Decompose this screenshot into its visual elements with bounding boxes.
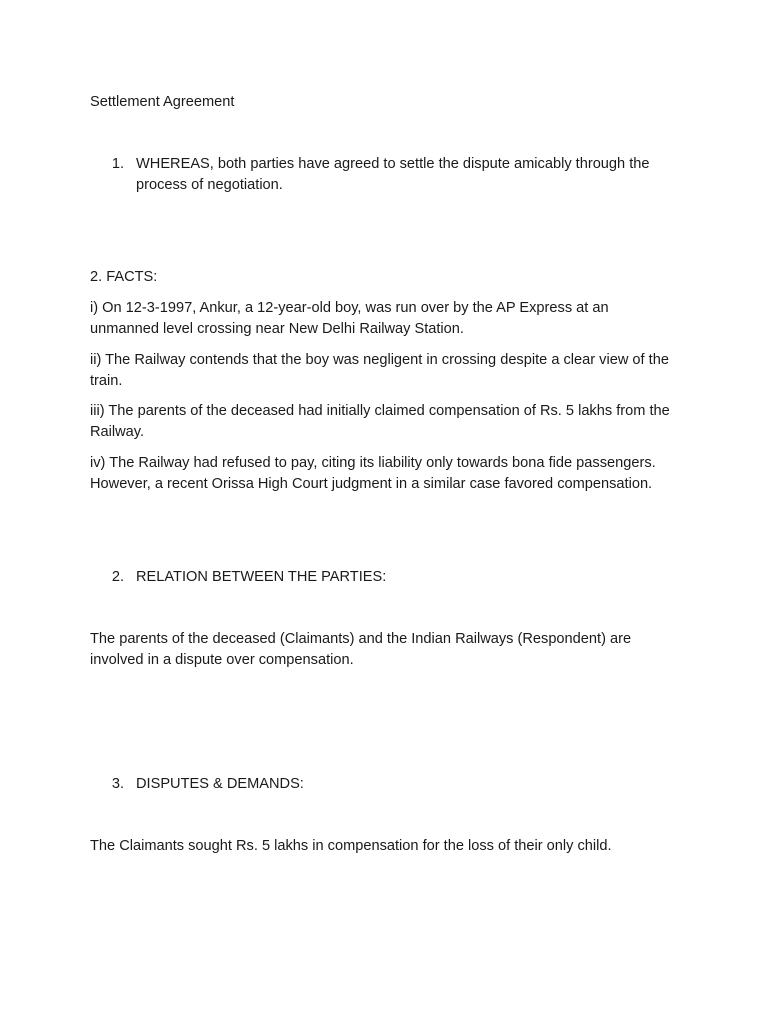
clause-number: 1.: [111, 156, 124, 172]
clause-whereas: [90, 154, 690, 195]
disputes-text: The Claimants sought Rs. 5 lakhs in compensation for the loss of their only child.: [90, 838, 612, 854]
section-heading: DISPUTES & DEMANDS:: [136, 776, 304, 792]
section-relation-heading: [90, 567, 690, 588]
fact-point-2: ii) The Railway contends that the boy was negligent in crossing despite a clear view of the train.: [90, 352, 669, 389]
facts-heading: 2. FACTS:: [90, 269, 158, 285]
section-number: 2.: [111, 569, 124, 585]
section-heading: RELATION BETWEEN THE PARTIES:: [136, 569, 387, 585]
clause-text: [124, 154, 690, 195]
fact-point-1: i) On 12-3-1997, Ankur, a 12-year-old boy, was run over by the AP Express at an unmanned level crossing near New Delhi Railway Station.: [90, 300, 609, 337]
fact-point-4: iv) The Railway had refused to pay, citing its liability only towards bona fide passengers. However, a recent Orissa High Court judgment in a similar case favored compensation.: [90, 455, 656, 492]
section-disputes-heading: [90, 774, 690, 795]
relation-text: The parents of the deceased (Claimants) and the Indian Railways (Respondent) are involved in a dispute over compensation.: [90, 631, 632, 668]
document-title: Settlement Agreement: [90, 94, 235, 110]
section-number: 3.: [111, 776, 124, 792]
fact-point-3: iii) The parents of the deceased had initially claimed compensation of Rs. 5 lakhs from the Railway.: [90, 403, 670, 440]
clause-whereas-text: WHEREAS, both parties have agreed to settle the dispute amicably through the process of negotiation.: [136, 156, 650, 193]
